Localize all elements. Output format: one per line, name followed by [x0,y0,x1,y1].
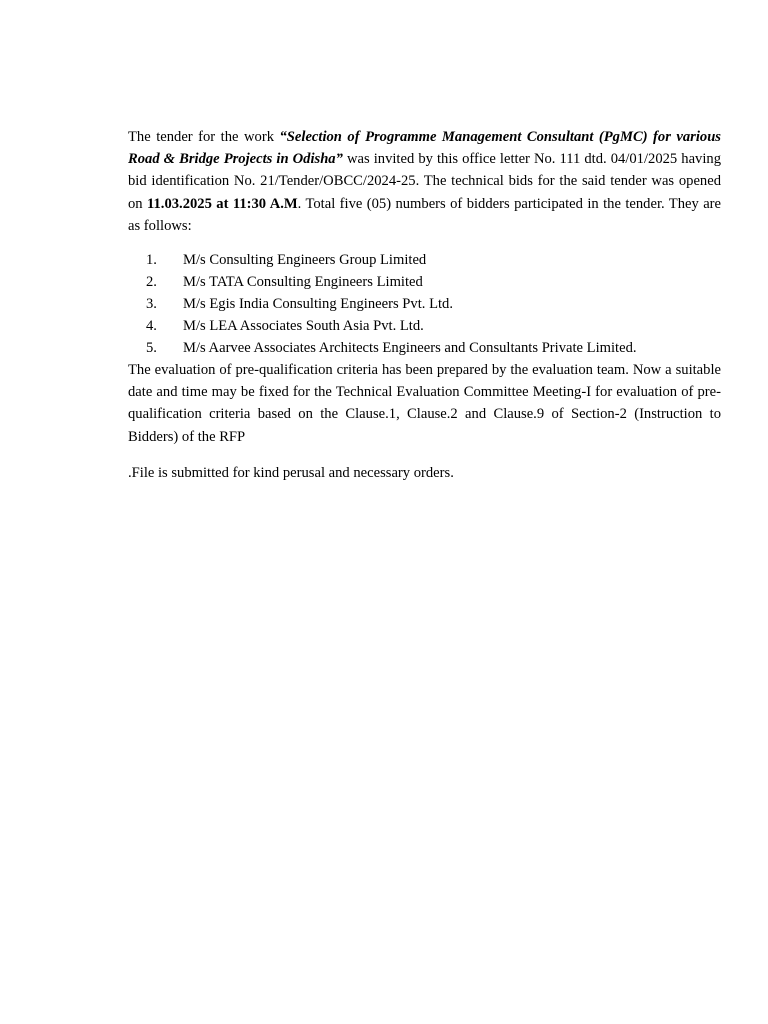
list-item-number: 2. [146,274,157,291]
intro-paragraph [128,126,721,237]
list-item-number: 5. [146,340,157,357]
intro-text-3: . Total five (05) numbers of bidders participated in the tender. They are as follows: [128,195,722,234]
bidder-name: M/s Aarvee Associates Architects Engineers and Consultants Private Limited. [183,340,637,357]
bidder-name: M/s Egis India Consulting Engineers Pvt. Ltd. [183,296,453,313]
list-item-number: 1. [146,252,157,269]
opening-datetime: 11.03.2025 at 11:30 A.M [147,195,298,212]
list-item [128,293,721,315]
list-item-number: 4. [146,318,157,335]
bidder-name: M/s Consulting Engineers Group Limited [183,252,427,269]
list-item [128,315,721,337]
list-item [128,271,721,293]
list-item [128,249,721,271]
bidder-name: M/s LEA Associates South Asia Pvt. Ltd. [183,318,424,335]
evaluation-paragraph: The evaluation of pre-qualification criteria has been prepared by the evaluation team. Now a suitable date and time may be fixed for the Technical Evaluation Committee Meeting-I for evaluation of pre-qualification criteria based on the Clause.1, Clause.2 and Clause.9 of Section-2 (Instruction to Bidders) of the RFP [128,362,721,445]
bidders-list [128,249,721,359]
bidder-name: M/s TATA Consulting Engineers Limited [183,274,423,291]
closing-paragraph: .File is submitted for kind perusal and necessary orders. [128,464,454,481]
list-item [128,337,721,359]
intro-text-1: The tender for the work [128,129,280,145]
list-item-number: 3. [146,296,157,313]
work-title: “Selection of Programme Management Consultant (PgMC) for various Road & Bridge Projects in Odisha” [128,129,721,168]
document-page [128,126,721,484]
intro-text-2: was invited by this office letter No. 111 dtd. 04/01/2025 having bid identification No. 21/Tender/OBCC/2024-25. The technical bids for the said tender was opened on [128,151,722,212]
